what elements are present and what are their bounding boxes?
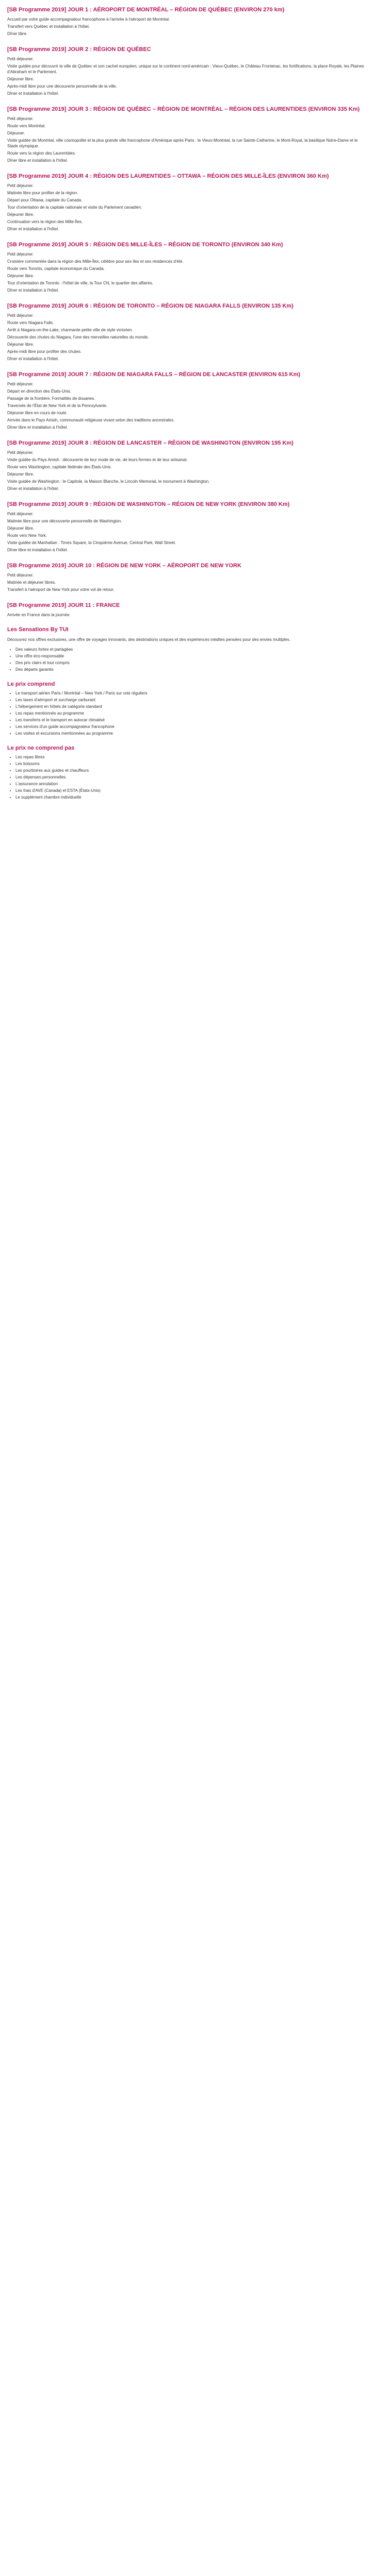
day-block bbox=[7, 501, 369, 553]
list-item: • Les services d'un guide accompagnateur francophone bbox=[15, 724, 369, 730]
day-block bbox=[7, 602, 369, 618]
day-paragraph: Transfert vers Québec et installation à l'hôtel. bbox=[7, 24, 90, 29]
day-paragraph: Dîner libre et installation à l'hôtel. bbox=[7, 548, 68, 552]
day-paragraph: Arrêt à Niagara-on-the-Lake, charmante petite ville de style victorien. bbox=[7, 328, 133, 332]
day-paragraph: Dîner libre et installation à l'hôtel. bbox=[7, 425, 68, 430]
excluded-title: Le prix ne comprend pas bbox=[7, 745, 75, 751]
day-paragraph: Dîner libre et installation à l'hôtel. bbox=[7, 158, 68, 163]
sensations-title: Les Sensations By TUI bbox=[7, 626, 69, 633]
day-paragraph: Route vers Niagara Falls. bbox=[7, 320, 54, 325]
day-paragraph: Route vers Montréal. bbox=[7, 124, 46, 128]
day-title: [SB Programme 2019] JOUR 1 : AÉROPORT DE MONTRÉAL – RÉGION DE QUÉBEC (ENVIRON 270 km) bbox=[7, 7, 285, 13]
day-paragraph: Découverte des chutes du Niagara, l'une des merveilles naturelles du monde. bbox=[7, 335, 149, 340]
day-paragraph: Matinée et déjeuner libres. bbox=[7, 580, 56, 585]
day-paragraph: Visite guidée de Washington : le Capitole, la Maison Blanche, le Lincoln Memorial, le monument à Washington. bbox=[7, 479, 210, 484]
list-item: • Les taxes d'aéroport et surcharge carburant bbox=[15, 697, 369, 703]
list-item: • Les pourboires aux guides et chauffeurs bbox=[15, 768, 369, 773]
day-paragraph: Traversée de l'État de New York et de la Pennsylvanie. bbox=[7, 403, 108, 408]
day-paragraph: Dîner et installation à l'hôtel. bbox=[7, 288, 59, 293]
list-item: • Des prix clairs et tout compris bbox=[15, 660, 369, 666]
day-paragraph: Route vers New York. bbox=[7, 533, 47, 538]
day-paragraph: Après-midi libre pour une découverte personnelle de la ville. bbox=[7, 84, 117, 89]
excluded-list bbox=[15, 754, 369, 800]
day-paragraph: Route vers la région des Laurentides. bbox=[7, 151, 76, 156]
day-paragraph: Petit déjeuner. bbox=[7, 573, 34, 578]
sensations-intro: Découvrez nos offres exclusives, une offre de voyages innovants, des destinations uniques et des expériences inédites pensées pour des envies multiples. bbox=[7, 637, 290, 642]
day-paragraph: Déjeuner libre. bbox=[7, 526, 35, 531]
day-paragraph: Passage de la frontière. Formalités de douanes. bbox=[7, 396, 95, 401]
list-item: • Les repas libres bbox=[15, 754, 369, 760]
day-block bbox=[7, 371, 369, 430]
day-paragraph: Déjeuner libre. bbox=[7, 77, 35, 81]
day-paragraph: Visite guidée de Montréal, ville cosmopolite et la plus grande ville francophone d'Amérique après Paris : le Vieux-Montréal, la rue Sainte-Catherine, le Mont-Royal, la basilique Notre-Dame et le Stade olympique. bbox=[7, 138, 358, 148]
day-paragraph: Petit déjeuner. bbox=[7, 382, 34, 386]
day-paragraph: Route vers Toronto, capitale économique du Canada. bbox=[7, 266, 105, 271]
day-paragraph: Tour d'orientation de la capitale nationale et visite du Parlement canadien. bbox=[7, 205, 142, 210]
day-paragraph: Déjeuner libre. bbox=[7, 342, 35, 347]
day-paragraph: Visite guidée du Pays Amish : découverte de leur mode de vie, de leurs fermes et de leur artisanat. bbox=[7, 457, 188, 462]
day-paragraph: Dîner et installation à l'hôtel. bbox=[7, 91, 59, 96]
day-paragraph: Visite guidée pour découvrir la ville de Québec et son cachet européen, unique sur le continent nord-américain : Vieux-Québec, le Château Frontenac, les fortifications, la place Royale, les Plaines d'Abraham et le Parlement. bbox=[7, 64, 364, 74]
list-item: • Les visites et excursions mentionnées au programme bbox=[15, 731, 369, 736]
day-paragraph: Petit déjeuner. bbox=[7, 450, 34, 455]
day-paragraph: Déjeuner libre en cours de route. bbox=[7, 411, 68, 415]
list-item: • Des départs garantis bbox=[15, 667, 369, 672]
day-paragraph: Matinée libre pour une découverte personnelle de Washington. bbox=[7, 519, 122, 523]
day-paragraph: Route vers Washington, capitale fédérale des États-Unis. bbox=[7, 465, 112, 469]
day-paragraph: Transfert à l'aéroport de New York pour votre vol de retour. bbox=[7, 587, 115, 592]
day-block bbox=[7, 106, 369, 163]
included-title: Le prix comprend bbox=[7, 681, 55, 687]
day-block bbox=[7, 302, 369, 362]
day-title: [SB Programme 2019] JOUR 10 : RÉGION DE NEW YORK – AÉROPORT DE NEW YORK bbox=[7, 563, 241, 569]
day-block bbox=[7, 562, 369, 592]
day-title: [SB Programme 2019] JOUR 2 : RÉGION DE QUÉBEC bbox=[7, 46, 151, 53]
list-item: • L'assurance annulation bbox=[15, 781, 369, 787]
list-item: • Les repas mentionnés au programme bbox=[15, 710, 369, 716]
list-item: • Des valeurs fortes et partagées bbox=[15, 647, 369, 652]
list-item: • Une offre éco-responsable bbox=[15, 653, 369, 659]
day-block bbox=[7, 439, 369, 492]
day-paragraph: Déjeuner libre. bbox=[7, 212, 35, 217]
day-title: [SB Programme 2019] JOUR 11 : FRANCE bbox=[7, 602, 120, 608]
list-item: • L'hébergement en hôtels de catégorie standard bbox=[15, 704, 369, 709]
included-list bbox=[15, 690, 369, 736]
day-title: [SB Programme 2019] JOUR 7 : RÉGION DE NIAGARA FALLS – RÉGION DE LANCASTER (ENVIRON 615 Km) bbox=[7, 371, 301, 378]
day-paragraph: Petit déjeuner. bbox=[7, 116, 34, 121]
day-block bbox=[7, 6, 369, 37]
day-title: [SB Programme 2019] JOUR 5 : RÉGION DES MILLE-ÎLES – RÉGION DE TORONTO (ENVIRON 340 Km) bbox=[7, 242, 283, 248]
list-item: • Le transport aérien Paris / Montréal – New York / Paris sur vols réguliers bbox=[15, 690, 369, 696]
list-item: • Les frais d'AVE (Canada) et ESTA (États-Unis) bbox=[15, 788, 369, 793]
day-paragraph: Tour d'orientation de Toronto : l'hôtel de ville, la Tour CN, le quartier des affaires. bbox=[7, 281, 154, 285]
day-block bbox=[7, 173, 369, 232]
excluded-section bbox=[7, 745, 369, 800]
day-paragraph: Déjeuner libre. bbox=[7, 274, 35, 278]
day-paragraph: Arrivée en France dans la journée. bbox=[7, 613, 71, 617]
day-title: [SB Programme 2019] JOUR 9 : RÉGION DE WASHINGTON – RÉGION DE NEW YORK (ENVIRON 380 Km) bbox=[7, 501, 290, 507]
day-title: [SB Programme 2019] JOUR 6 : RÉGION DE TORONTO – RÉGION DE NIAGARA FALLS (ENVIRON 135 Km) bbox=[7, 303, 294, 309]
day-title: [SB Programme 2019] JOUR 3 : RÉGION DE QUÉBEC – RÉGION DE MONTRÉAL – RÉGION DES LAURENTIDES (ENVIRON 335 Km) bbox=[7, 106, 360, 112]
itinerary-page bbox=[0, 0, 377, 814]
day-paragraph: Petit déjeuner. bbox=[7, 252, 34, 257]
list-item: • Les boissons bbox=[15, 761, 369, 767]
itinerary-days bbox=[7, 6, 369, 618]
sensations-section bbox=[7, 627, 369, 672]
day-paragraph: Déjeuner libre. bbox=[7, 472, 35, 477]
day-paragraph: Dîner et installation à l'hôtel. bbox=[7, 227, 59, 231]
day-paragraph: Petit déjeuner. bbox=[7, 512, 34, 516]
day-paragraph: Petit déjeuner. bbox=[7, 57, 34, 61]
day-paragraph: Petit déjeuner. bbox=[7, 183, 34, 188]
day-paragraph: Visite guidée de Manhattan : Times Square, la Cinquième Avenue, Central Park, Wall Street. bbox=[7, 540, 176, 545]
day-block bbox=[7, 241, 369, 293]
day-paragraph: Continuation vers la région des Mille-Îles. bbox=[7, 219, 83, 224]
day-paragraph: Départ en direction des États-Unis. bbox=[7, 389, 72, 394]
day-paragraph: Arrivée dans le Pays Amish, communauté religieuse vivant selon des traditions ancestrales. bbox=[7, 418, 175, 422]
day-paragraph: Petit déjeuner. bbox=[7, 313, 34, 318]
included-section bbox=[7, 682, 369, 736]
list-item: • Les transferts et le transport en autocar climatisé bbox=[15, 717, 369, 723]
day-block bbox=[7, 46, 369, 96]
sensations-list bbox=[15, 647, 369, 672]
day-paragraph: Dîner libre. bbox=[7, 31, 28, 36]
day-paragraph: Croisière commentée dans la région des Mille-Îles, célèbre pour ses îles et ses résidences d'été. bbox=[7, 259, 184, 264]
day-paragraph: Dîner et installation à l'hôtel. bbox=[7, 357, 59, 361]
list-item: • Les dépenses personnelles bbox=[15, 774, 369, 780]
day-paragraph: Départ pour Ottawa, capitale du Canada. bbox=[7, 198, 83, 202]
day-title: [SB Programme 2019] JOUR 4 : RÉGION DES LAURENTIDES – OTTAWA – RÉGION DES MILLE-ÎLES (ENVIRON 360 Km) bbox=[7, 173, 329, 179]
day-paragraph: Accueil par votre guide accompagnateur francophone à l'arrivée à l'aéroport de Montréal. bbox=[7, 17, 170, 22]
day-paragraph: Dîner et installation à l'hôtel. bbox=[7, 486, 59, 491]
day-title: [SB Programme 2019] JOUR 8 : RÉGION DE LANCASTER – RÉGION DE WASHINGTON (ENVIRON 195 Km) bbox=[7, 440, 294, 446]
day-paragraph: Déjeuner. bbox=[7, 131, 25, 135]
list-item: • Le supplément chambre individuelle bbox=[15, 794, 369, 800]
day-paragraph: Après-midi libre pour profiter des chutes. bbox=[7, 349, 82, 354]
day-paragraph: Matinée libre pour profiter de la région. bbox=[7, 191, 78, 195]
